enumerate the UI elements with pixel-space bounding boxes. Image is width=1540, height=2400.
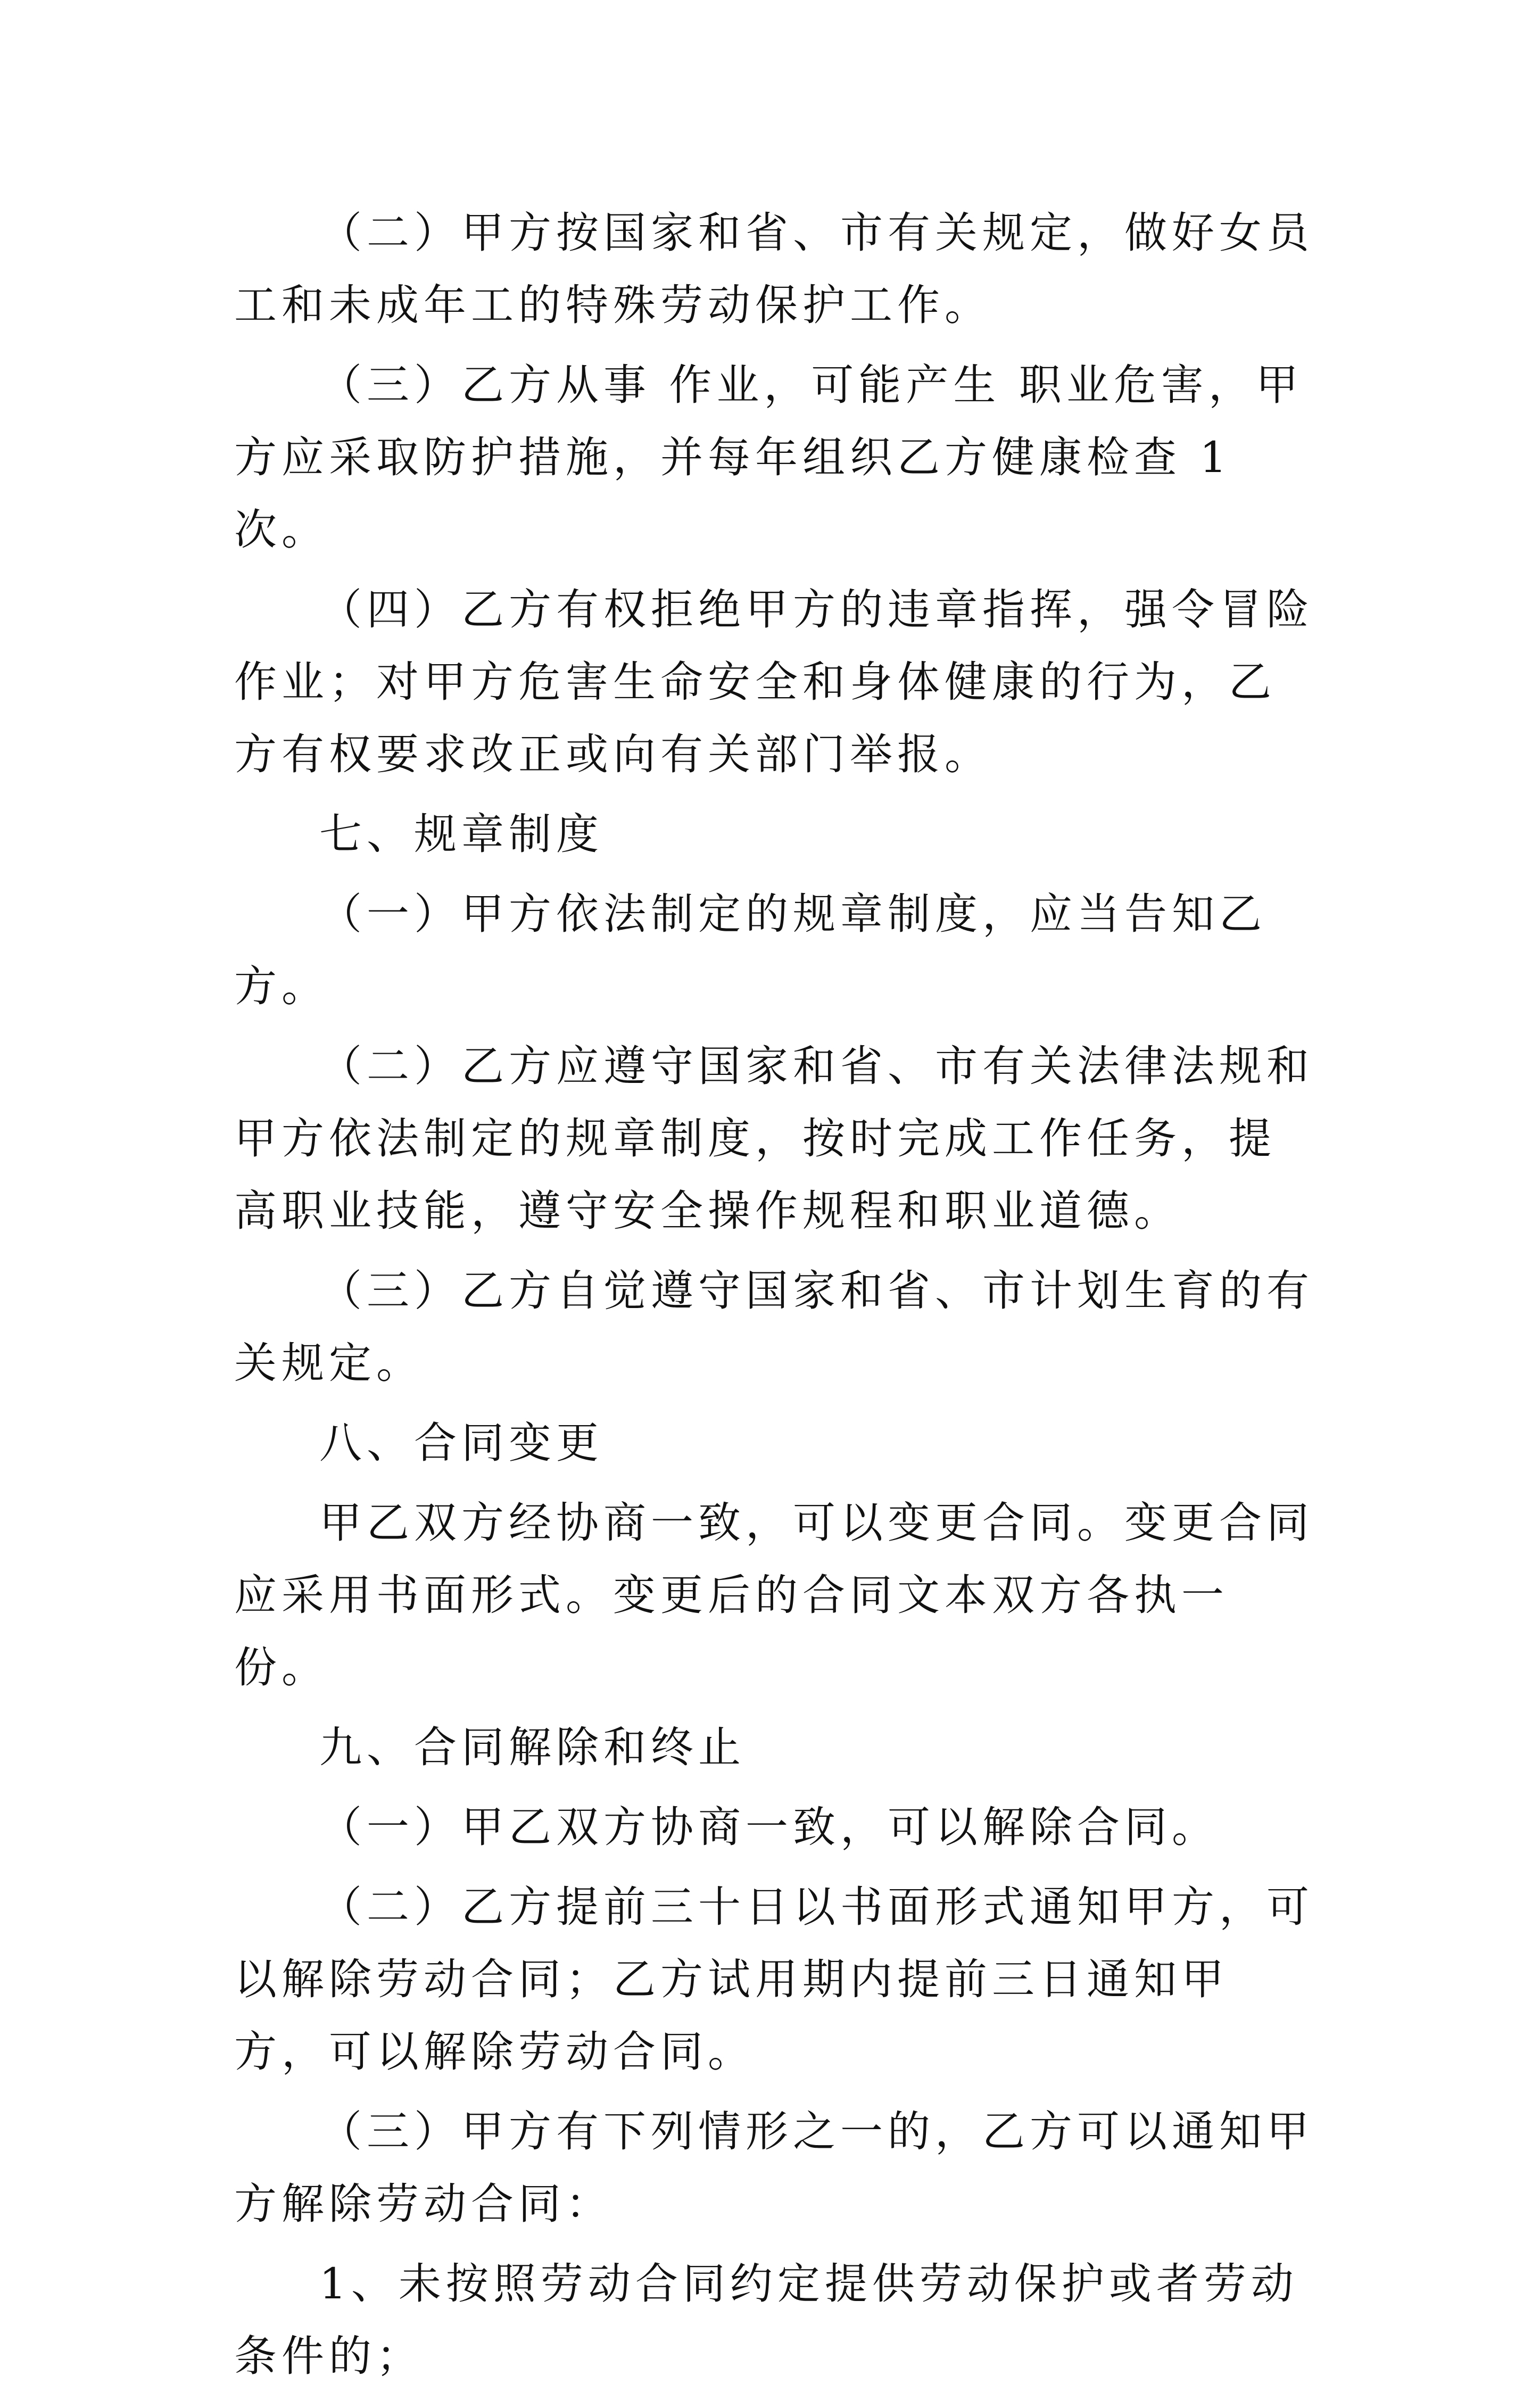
paragraph-mutual-termination: （一）甲乙双方协商一致，可以解除合同。 <box>319 1802 1219 1852</box>
paragraph-employer-fault-termination: （三）甲方有下列情形之一的，乙方可以通知甲方解除劳动合同： <box>234 2107 1314 2229</box>
paragraph-family-planning: （三）乙方自觉遵守国家和省、市计划生育的有关规定。 <box>234 1266 1314 1388</box>
section-heading-rules: 七、规章制度 <box>319 809 603 859</box>
paragraph-rules-notice: （一）甲方依法制定的规章制度，应当告知乙方。 <box>234 889 1266 1011</box>
document-body <box>234 197 1320 2400</box>
paragraph-contract-change: 甲乙双方经协商一致，可以变更合同。变更合同应采用书面形式。变更后的合同文本双方各执一份。 <box>234 1498 1314 1692</box>
list-item-labor-protection: 1、未按照劳动合同约定提供劳动保护或者劳动条件的； <box>234 2259 1298 2381</box>
paragraph-refuse-violations: （四）乙方有权拒绝甲方的违章指挥，强令冒险作业；对甲方危害生命安全和身体健康的行为，乙方有权要求改正或向有关部门举报。 <box>234 585 1314 779</box>
paragraph-occupational-hazard: （三）乙方从事 作业，可能产生 职业危害，甲方应采取防护措施，并每年组织乙方健康检查 1 次。 <box>234 360 1303 555</box>
paragraph-female-minor-protection: （二）甲方按国家和省、市有关规定，做好女员工和未成年工的特殊劳动保护工作。 <box>234 208 1314 330</box>
section-heading-termination: 九、合同解除和终止 <box>319 1723 746 1772</box>
section-heading-contract-change: 八、合同变更 <box>319 1418 603 1468</box>
paragraph-rules-compliance: （二）乙方应遵守国家和省、市有关法律法规和甲方依法制定的规章制度，按时完成工作任务，提高职业技能，遵守安全操作规程和职业道德。 <box>234 1041 1314 1236</box>
paragraph-employee-notice-termination: （二）乙方提前三十日以书面形式通知甲方，可以解除劳动合同；乙方试用期内提前三日通知甲方，可以解除劳动合同。 <box>234 1882 1314 2076</box>
